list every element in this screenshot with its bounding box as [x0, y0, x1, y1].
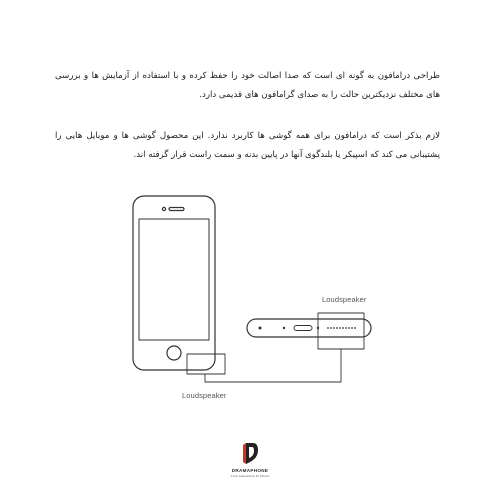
- phone-speaker-highlight: [187, 354, 225, 374]
- brand-name: DRAMAPHONE: [231, 468, 269, 473]
- bottom-mic-hole: [259, 327, 262, 330]
- screw-left: [283, 327, 285, 329]
- intro-paragraph: طراحی درامافون به گونه ای است که صدا اصالت خود را حفظ کرده و با استفاده از آزمایش ها و بررسی های مختلف نزدیکترین حالت را به صدای گرامافون های قدیمی دارد.: [55, 71, 440, 100]
- compatibility-paragraph: لازم بذکر است که درامافون برای همه گوشی ها کاربرد ندارد. این محصول گوشی ها و موبایل هایی را پشتیبانی می کند که اسپیکر یا بلندگوی آنها در پایین بدنه و سمت راست قرار گرفته اند.: [55, 131, 440, 160]
- loudspeaker-label-top: Loudspeaker: [322, 295, 367, 304]
- phone-screen: [139, 219, 209, 340]
- loudspeaker-label-bottom: Loudspeaker: [182, 391, 227, 400]
- phone-home-button: [167, 346, 181, 360]
- phone-front-camera: [162, 207, 165, 210]
- brand-tagline: A true Gramophone for Phones: [230, 474, 270, 478]
- screw-right: [317, 327, 319, 329]
- lightning-port: [294, 326, 312, 331]
- phone-body: [133, 196, 215, 370]
- speaker-grille: [327, 327, 356, 329]
- phone-earpiece: [169, 208, 184, 211]
